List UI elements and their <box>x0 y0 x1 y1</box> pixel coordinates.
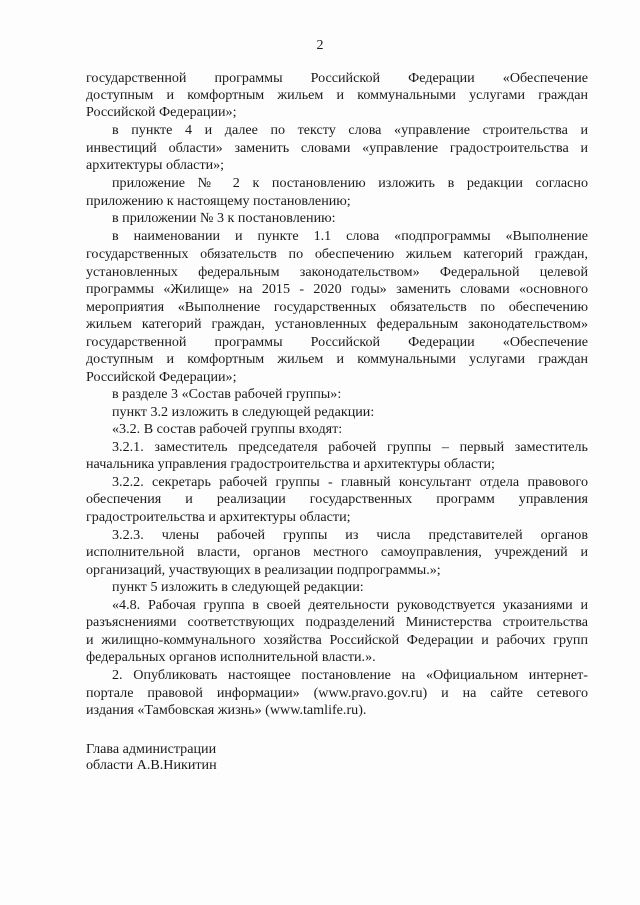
text-line: 2. Опубликовать настоящее постановление на «Официальном интернет- <box>112 667 588 683</box>
text-line: приложение № 2 к постановлению изложить в редакции согласно <box>112 175 588 191</box>
text-line: портале правовой информации» (www.pravo.gov.ru) и на сайте сетевого <box>86 685 588 701</box>
text-line: «3.2. В состав рабочей группы входят: <box>112 421 343 437</box>
text-line: приложению к настоящему постановлению; <box>86 193 351 209</box>
text-line: в приложении № 3 к постановлению: <box>112 210 336 226</box>
text-line: издания «Тамбовская жизнь» (www.tamlife.ru). <box>86 702 367 718</box>
text-line: и жилищно-коммунального хозяйства Российской Федерации и рабочих групп <box>86 632 588 648</box>
text-line: доступным и комфортным жильем и коммунальными услугами граждан <box>86 87 588 103</box>
text-line: жильем категорий граждан, установленных федеральным законодательством» <box>86 316 588 332</box>
text-line: 3.2.3. члены рабочей группы из числа представителей органов <box>112 527 588 543</box>
text-line: Российской Федерации»; <box>86 369 237 385</box>
text-line: градостроительства и архитектуры области; <box>86 509 351 525</box>
text-line: государственных обязательств по обеспечению жильем категорий граждан, <box>86 246 588 262</box>
text-line: пункт 3.2 изложить в следующей редакции: <box>112 404 375 420</box>
text-line: мероприятия «Выполнение государственных обязательств по обеспечению <box>86 299 588 315</box>
text-line: 3.2.2. секретарь рабочей группы - главный консультант отдела правового <box>112 474 588 490</box>
signature-title: Глава администрации <box>86 741 217 757</box>
text-line: начальника управления градостроительства и архитектуры области; <box>86 456 495 472</box>
text-line: 3.2.1. заместитель председателя рабочей группы – первый заместитель <box>112 439 588 455</box>
text-line: федеральных органов исполнительной власти.». <box>86 649 376 665</box>
signature-name: области А.В.Никитин <box>86 757 217 773</box>
text-line: установленных федеральным законодательством» Федеральной целевой <box>86 264 588 280</box>
text-line: разъяснениями соответствующих подразделений Министерства строительства <box>86 614 588 630</box>
text-line: в пункте 4 и далее по тексту слова «управление строительства и <box>112 122 588 138</box>
text-line: государственной программы Российской Федерации «Обеспечение <box>86 70 588 86</box>
text-line: исполнительной власти, органов местного самоуправления, учреждений и <box>86 544 588 560</box>
text-line: в наименовании и пункте 1.1 слова «подпрограммы «Выполнение <box>112 228 588 244</box>
text-line: архитектуры области»; <box>86 157 225 173</box>
page-number: 2 <box>316 38 324 53</box>
text-line: организаций, участвующих в реализации подпрограммы.»; <box>86 562 441 578</box>
text-line: программы «Жилище» на 2015 - 2020 годы» заменить словами «основного <box>86 281 588 297</box>
text-line: государственной программы Российской Федерации «Обеспечение <box>86 334 588 350</box>
text-line: «4.8. Рабочая группа в своей деятельности руководствуется указаниями и <box>112 597 588 613</box>
text-line: пункт 5 изложить в следующей редакции: <box>112 579 364 595</box>
text-line: инвестиций области» заменить словами «управление градостроительства и <box>86 140 588 156</box>
text-line: доступным и комфортным жильем и коммунальными услугами граждан <box>86 351 588 367</box>
text-line: обеспечения и реализации государственных программ управления <box>86 491 588 507</box>
text-line: в разделе 3 «Состав рабочей группы»: <box>112 386 342 402</box>
text-line: Российской Федерации»; <box>86 104 237 120</box>
